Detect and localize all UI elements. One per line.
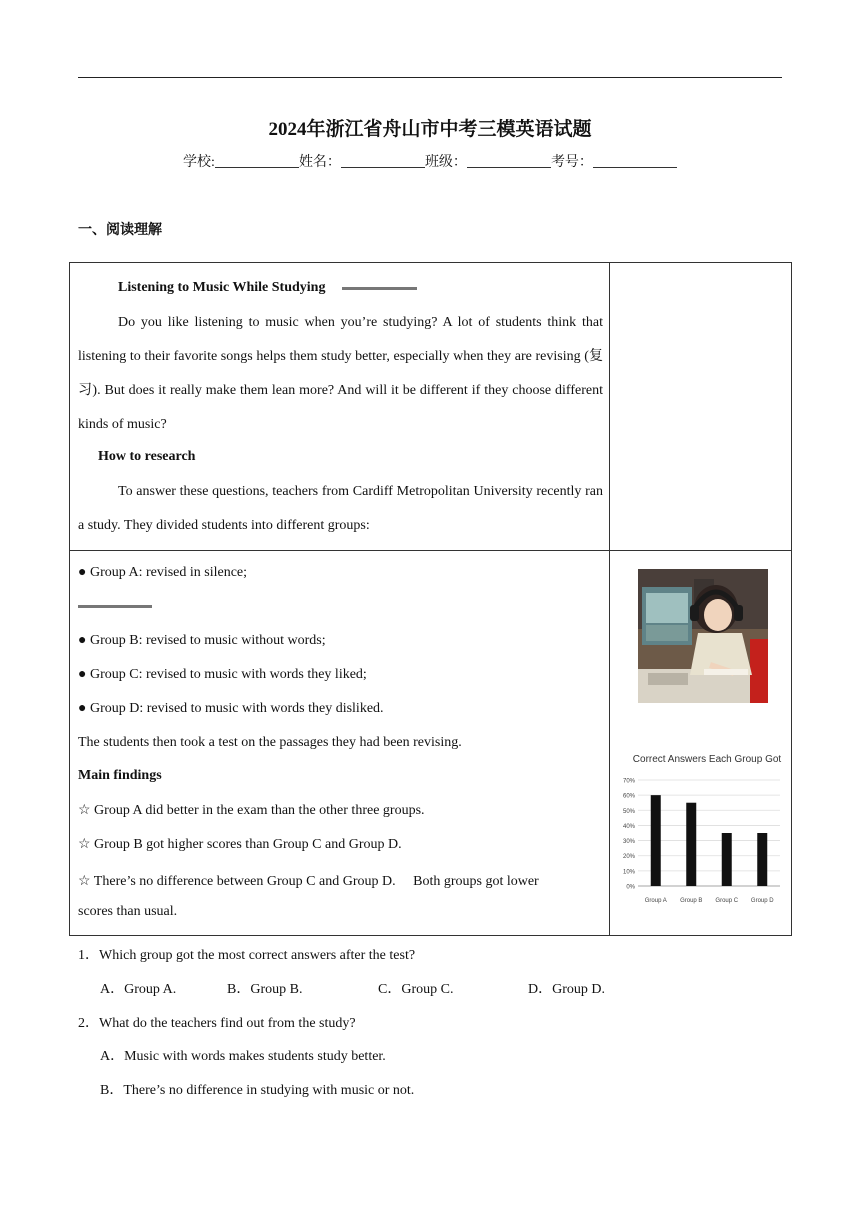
chart-y-tick-label: 50%	[622, 808, 635, 815]
school-label: 学校:	[183, 155, 215, 170]
chart-y-tick-label: 60%	[622, 793, 635, 800]
question-2-option-a[interactable]: A．Music with words makes students study better.	[100, 1049, 386, 1064]
question-1-option-d[interactable]: D．Group D.	[528, 982, 605, 997]
chart-x-tick-label: Group B	[680, 898, 703, 904]
question-1-option-b[interactable]: B．Group B.	[227, 982, 303, 997]
group-separator-mark	[78, 605, 152, 608]
chart-y-tick-label: 70%	[622, 778, 635, 785]
question-2-option-b[interactable]: B．There’s no difference in studying with music or not.	[100, 1083, 415, 1098]
question-1-option-c[interactable]: C．Group C.	[378, 982, 454, 997]
name-label: 姓名：	[298, 155, 341, 170]
chart-title: Correct Answers Each Group Got	[632, 754, 782, 765]
chart-bar-group-a	[651, 795, 661, 886]
group-b-line: ● Group B: revised to music without words;	[78, 633, 326, 648]
passage-intro: Do you like listening to music when you’re studying? A lot of students think that listening to their favorite songs helps them study better, especially when they are revising (复习). But does it really make them lean more? And will it be different if they choose different kinds of music?	[78, 315, 603, 432]
number-label: 考号：	[550, 155, 593, 170]
chart-x-tick-label: Group D	[750, 898, 774, 904]
table-column-divider	[609, 262, 610, 935]
chart-x-tick-label: Group C	[715, 898, 739, 904]
school-blank[interactable]	[215, 153, 299, 168]
question-2-stem: 2．What do the teachers find out from the study?	[78, 1016, 356, 1031]
question-1-stem: 1．Which group got the most correct answers after the test?	[78, 948, 416, 963]
chart-bar-group-b	[686, 803, 696, 886]
group-a-line: ● Group A: revised in silence;	[78, 565, 248, 580]
name-blank[interactable]	[341, 153, 425, 168]
finding-3: ☆ There’s no difference between Group C and Group D. Both groups got lower	[78, 874, 539, 889]
finding-2: ☆ Group B got higher scores than Group C and Group D.	[78, 837, 402, 852]
page-title: 2024年浙江省舟山市中考三模英语试题	[268, 119, 592, 140]
number-blank[interactable]	[593, 153, 677, 168]
question-1-option-a[interactable]: A．Group A.	[100, 982, 177, 997]
chart-y-tick-label: 10%	[622, 869, 635, 876]
chart-y-tick-label: 20%	[622, 854, 635, 861]
finding-1: ☆ Group A did better in the exam than the other three groups.	[78, 803, 425, 818]
chart-y-tick-label: 30%	[622, 839, 635, 846]
chart-y-tick-label: 40%	[622, 823, 635, 830]
section-title: 一、阅读理解	[78, 223, 162, 238]
test-line: The students then took a test on the passages they had been revising.	[78, 735, 462, 750]
how-heading: How to research	[98, 449, 196, 464]
chart-x-tick-label: Group A	[644, 898, 667, 904]
class-blank[interactable]	[467, 153, 551, 168]
chart-bar-group-d	[757, 833, 767, 886]
finding-3-continued: scores than usual.	[78, 904, 178, 919]
correct-answers-chart	[616, 744, 786, 912]
chart-bar-group-c	[722, 833, 732, 886]
group-d-line: ● Group D: revised to music with words they disliked.	[78, 701, 384, 716]
group-c-line: ● Group C: revised to music with words they liked;	[78, 667, 367, 682]
passage-title: Listening to Music While Studying	[118, 280, 326, 295]
class-label: 班级：	[424, 155, 467, 170]
findings-heading: Main findings	[78, 768, 162, 783]
how-text: To answer these questions, teachers from Cardiff Metropolitan University recently ran a study. They divided students into different groups:	[78, 484, 603, 533]
student-info-line	[0, 151, 860, 171]
chart-y-tick-label: 0%	[626, 884, 635, 891]
table-row-divider	[69, 550, 791, 551]
student-with-headphones-image	[638, 569, 768, 703]
title-underline-mark	[342, 287, 417, 290]
top-rule	[78, 77, 782, 78]
